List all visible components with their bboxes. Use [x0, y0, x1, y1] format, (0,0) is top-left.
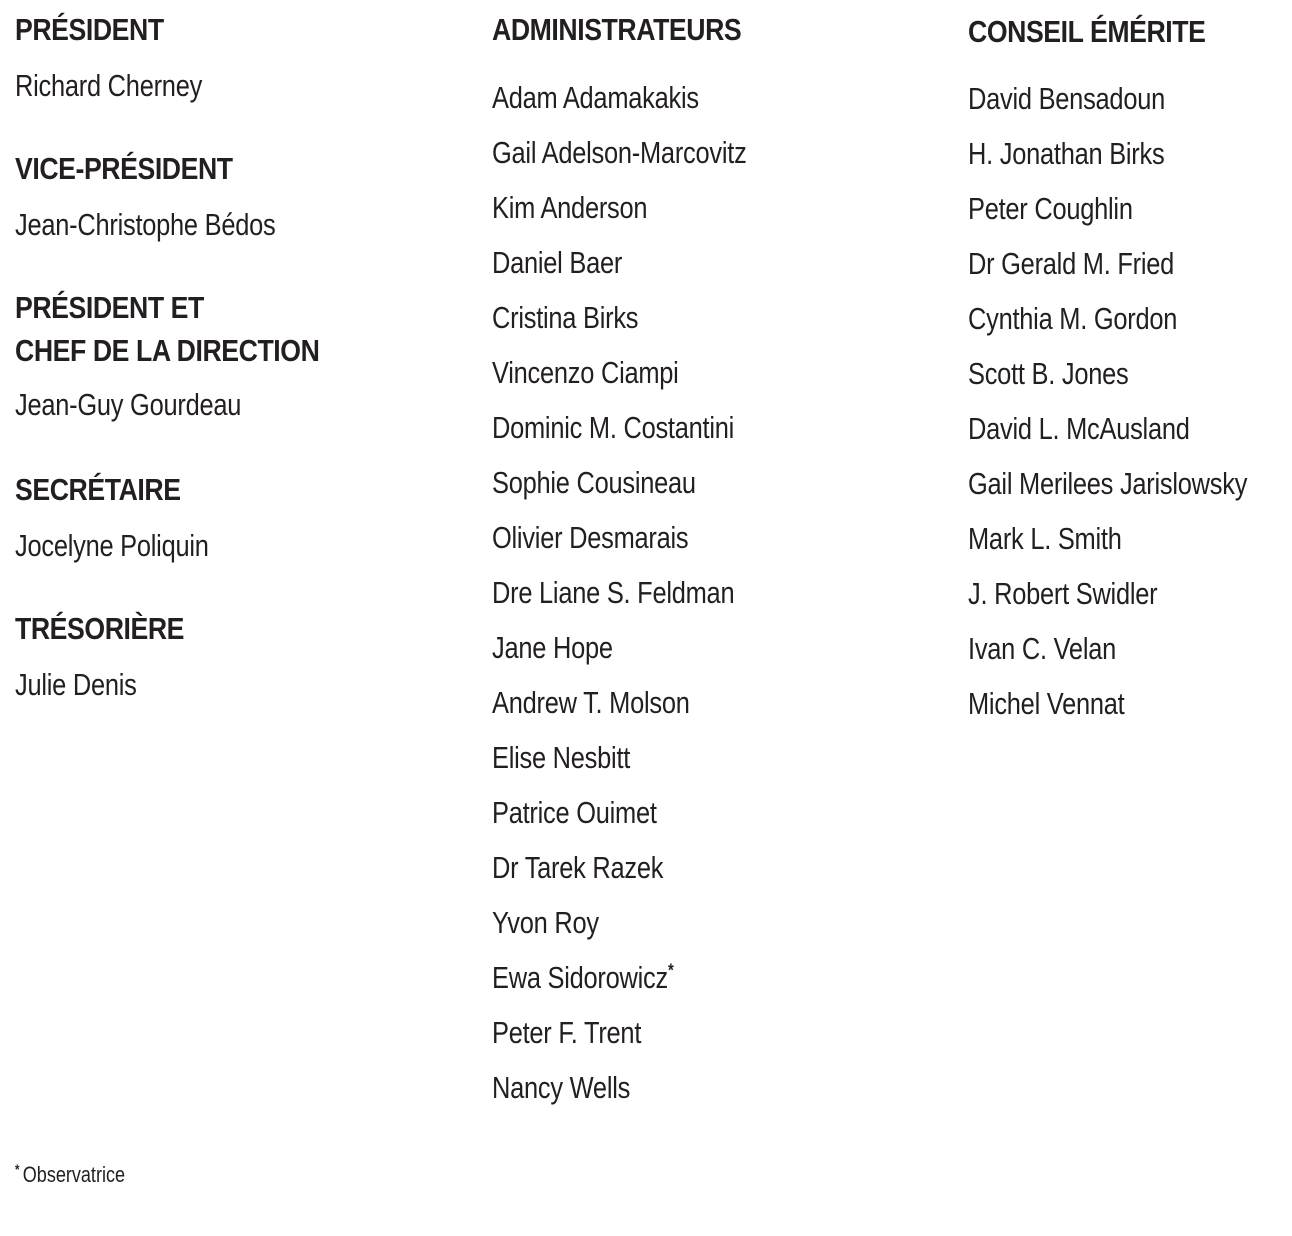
list-item: Cristina Birks: [492, 300, 639, 335]
emeritus-list: [968, 78, 1292, 738]
administrator-name: Ewa Sidorowicz: [492, 960, 668, 995]
list-item: Dr Tarek Razek: [492, 850, 664, 885]
officer-name: Richard Cherney: [15, 68, 203, 103]
list-item: Dre Liane S. Feldman: [492, 575, 735, 610]
list-item: Peter Coughlin: [968, 191, 1133, 226]
footnote: [15, 1160, 125, 1190]
officer-title: VICE-PRÉSIDENT: [15, 151, 233, 186]
list-item: Kim Anderson: [492, 190, 648, 225]
emeritus-heading: CONSEIL ÉMÉRITE: [968, 14, 1206, 49]
officer-title-line-1: PRÉSIDENT ET: [15, 290, 204, 325]
administrators-list: [492, 77, 802, 1122]
officer-title-line-2: CHEF DE LA DIRECTION: [15, 333, 320, 368]
list-item: Cynthia M. Gordon: [968, 301, 1178, 336]
list-item: H. Jonathan Birks: [968, 136, 1165, 171]
officer-title: SECRÉTAIRE: [15, 472, 181, 507]
observer-asterisk: *: [667, 960, 674, 981]
officer-name: Jocelyne Poliquin: [15, 528, 209, 563]
list-item: Gail Merilees Jarislowsky: [968, 466, 1248, 501]
list-item: Yvon Roy: [492, 905, 599, 940]
list-item: David L. McAusland: [968, 411, 1190, 446]
list-item: Dominic M. Costantini: [492, 410, 735, 445]
list-item: Elise Nesbitt: [492, 740, 631, 775]
officer-title: TRÉSORIÈRE: [15, 611, 185, 646]
officer-vice-president: [15, 147, 333, 246]
list-item: Vincenzo Ciampi: [492, 355, 679, 390]
administrators-heading: ADMINISTRATEURS: [492, 12, 742, 47]
footnote-marker: *: [15, 1160, 20, 1177]
list-item: Daniel Baer: [492, 245, 623, 280]
list-item: Nancy Wells: [492, 1070, 631, 1105]
list-item: Sophie Cousineau: [492, 465, 696, 500]
list-item: Adam Adamakakis: [492, 80, 699, 115]
list-item: [492, 957, 802, 1012]
list-item: Jane Hope: [492, 630, 613, 665]
list-item: Ivan C. Velan: [968, 631, 1117, 666]
list-item: Peter F. Trent: [492, 1015, 642, 1050]
list-item: Patrice Ouimet: [492, 795, 657, 830]
officer-name: Jean-Guy Gourdeau: [15, 387, 242, 422]
officer-ceo: [15, 286, 369, 426]
list-item: Dr Gerald M. Fried: [968, 246, 1175, 281]
officer-president: [15, 8, 243, 107]
list-item: Andrew T. Molson: [492, 685, 690, 720]
list-item: David Bensadoun: [968, 81, 1165, 116]
list-item: Olivier Desmarais: [492, 520, 689, 555]
list-item: Scott B. Jones: [968, 356, 1129, 391]
list-item: Gail Adelson-Marcovitz: [492, 135, 747, 170]
list-item: J. Robert Swidler: [968, 576, 1158, 611]
list-item: Michel Vennat: [968, 686, 1125, 721]
officer-treasurer: [15, 607, 212, 706]
officer-title: PRÉSIDENT: [15, 12, 164, 47]
list-item: Mark L. Smith: [968, 521, 1122, 556]
officer-secretary: [15, 468, 251, 567]
footnote-text: Observatrice: [22, 1162, 126, 1187]
officer-name: Jean-Christophe Bédos: [15, 207, 276, 242]
officer-name: Julie Denis: [15, 667, 137, 702]
